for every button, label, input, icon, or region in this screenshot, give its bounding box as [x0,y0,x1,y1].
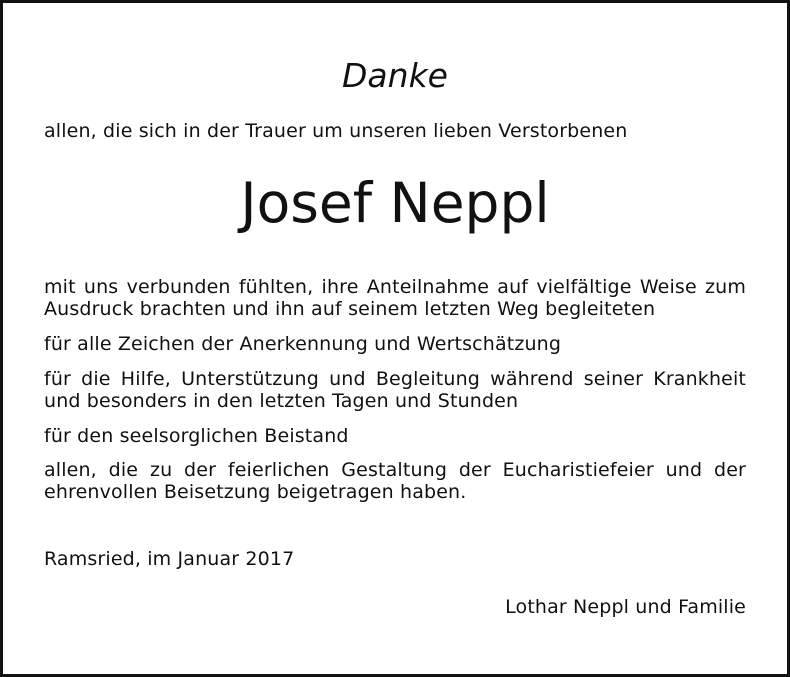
notice-intro: allen, die sich in der Trauer um unseren lieben Verstorbenen [44,120,628,142]
thanks-paragraph: für die Hilfe, Unterstützung und Begleitung während seiner Krankheit und besonders in den letzten Tagen und Stunden [44,368,746,412]
notice-heading: Danke [342,56,448,95]
deceased-name: Josef Neppl [240,171,550,235]
thanks-paragraph: für alle Zeichen der Anerkennung und Wertschätzung [44,333,562,355]
thanks-paragraph: für den seelsorglichen Beistand [44,425,349,447]
thanks-paragraph: mit uns verbunden fühlten, ihre Anteilnahme auf vielfältige Weise zum Ausdruck brachten und ihn auf seinem letzten Weg begleiteten [44,276,746,320]
signature: Lothar Neppl und Familie [505,596,746,618]
place-date: Ramsried, im Januar 2017 [44,548,295,570]
thanks-paragraph: allen, die zu der feierlichen Gestaltung der Eucharistiefeier und der ehrenvollen Beisetzung beigetragen haben. [44,459,746,503]
